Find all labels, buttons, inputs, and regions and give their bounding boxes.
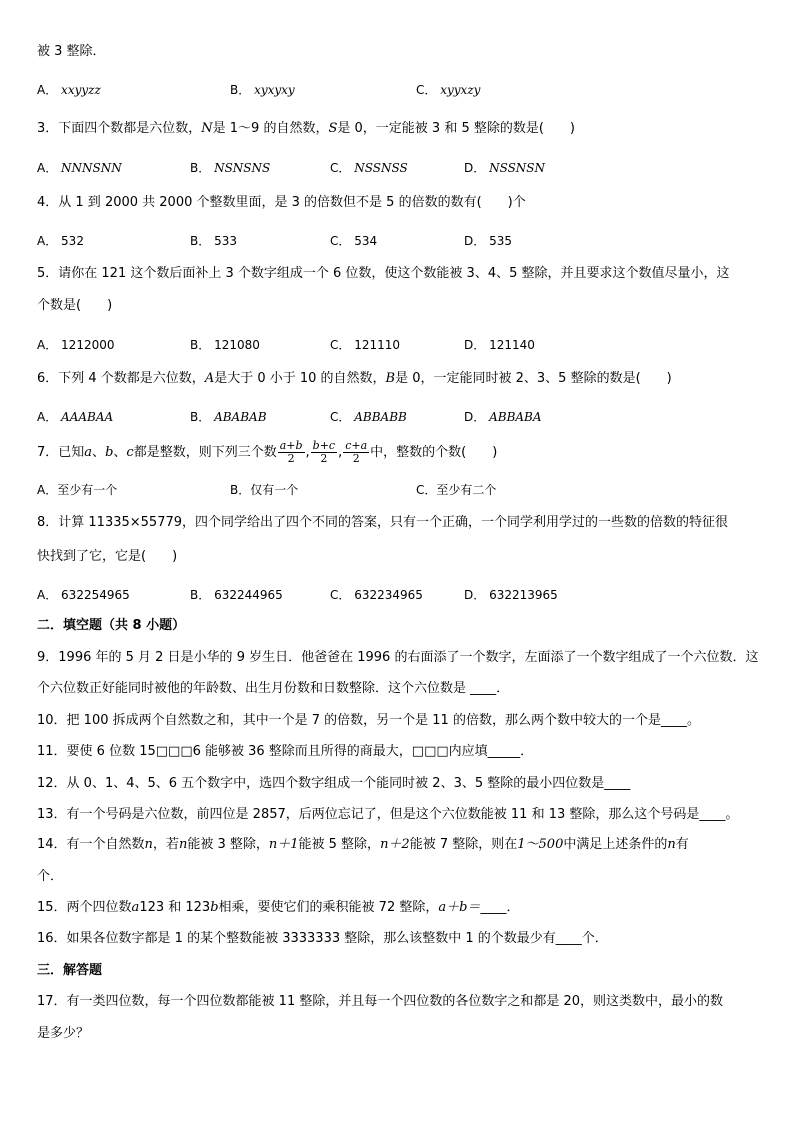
q3-option-a: A． NNNSNN [37,161,122,175]
intro-option-a: A． xxyyzz [37,83,101,97]
fraction-b-plus-c: $\frac{b+c}{2}$ [312,439,336,465]
question-4: 4．从 1 到 2000 共 2000 个整数里面，是 3 的倍数但不是 5 的倍数的数有( )个 [37,195,526,210]
question-12: 12．从 0、1、4、5、6 五个数字中，选四个数字组成一个能同时被 2、3、5 整除的最小四位数是____ [37,776,631,791]
q5-option-d: D． 121140 [464,338,535,352]
question-6: 6．下列 4 个数都是六位数，A是大于 0 小于 10 的自然数，B是 0，一定能同时被 2、3、5 整除的数是( ) [37,371,672,386]
q8-option-a: A． 632254965 [37,588,130,602]
q8-option-c: C． 632234965 [330,588,423,602]
question-17-line-1: 17．有一类四位数，每一个四位数都能被 11 整除，并且每一个四位数的各位数字之和都是 20，则这类数中，最小的数 [37,994,724,1009]
question-15: 15．两个四位数a123 和 123b相乘，要使它们的乘积能被 72 整除，a＋b＝____． [37,900,520,915]
q3-option-c: C． NSSNSS [330,161,408,175]
question-5-line-1: 5．请你在 121 这个数后面补上 3 个数字组成一个 6 位数，使这个数能被 3、4、5 整除，并且要求这个数值尽量小，这 [37,266,730,281]
q6-option-c: C． ABBABB [330,410,407,424]
q4-option-a: A． 532 [37,234,84,248]
fraction-a-plus-b: $\frac{a+b}{2}$ [279,439,303,465]
question-14-line-2: 个． [37,869,64,884]
question-8-line-1: 8．计算 11335×55779，四个同学给出了四个不同的答案，只有一个正确，一个同学利用学过的一些数的倍数的特征很 [37,515,729,530]
q5-option-b: B． 121080 [190,338,260,352]
question-14-line-1: 14．有一个自然数n，若n能被 3 整除，n＋1能被 5 整除，n＋2能被 7 整除，则在1～500中满足上述条件的n有 [37,837,689,852]
section-2-heading: 二．填空题（共 8 小题） [37,618,186,633]
q4-option-c: C． 534 [330,234,378,248]
q5-option-c: C． 121110 [330,338,401,352]
question-17-line-2: 是多少？ [37,1026,90,1041]
question-7: 7．已知a、b、c都是整数，则下列三个数 $\frac{a+b}{2}$ , $\frac{b+c}{2}$ , $\frac{c+a}{2}$ 中，整数的个数( ) [37,439,498,465]
question-16: 16．如果各位数字都是 1 的某个整数能被 3333333 整除，那么该整数中 1 的个数最少有____个． [37,931,608,946]
q7-option-c: C．至少有二个 [416,483,497,497]
q6-option-a: A． AAABAA [37,410,114,424]
q6-option-d: D． ABBABA [464,410,542,424]
section-3-heading: 三．解答题 [37,963,103,978]
q7-option-b: B．仅有一个 [230,483,299,497]
question-8-line-2: 快找到了它，它是( ) [37,549,178,564]
fraction-c-plus-a: $\frac{c+a}{2}$ [345,439,368,465]
q8-option-b: B． 632244965 [190,588,283,602]
q6-option-b: B． ABABAB [190,410,267,424]
question-11: 11．要使 6 位数 15□□□6 能够被 36 整除而且所得的商最大，□□□内应填_____． [37,744,534,759]
question-10: 10．把 100 拆成两个自然数之和，其中一个是 7 的倍数，另一个是 11 的倍数，那么两个数中较大的一个是____。 [37,713,700,728]
q4-option-d: D． 535 [464,234,512,248]
q8-option-d: D． 632213965 [464,588,558,602]
q4-option-b: B． 533 [190,234,237,248]
intro-line: 被 3 整除． [37,44,106,59]
question-13: 13．有一个号码是六位数，前四位是 2857，后两位忘记了，但是这个六位数能被 11 和 13 整除，那么这个号码是____。 [37,807,739,822]
q3-option-d: D． NSSNSN [464,161,546,175]
q7-option-a: A．至少有一个 [37,483,118,497]
question-3: 3．下面四个数都是六位数，N是 1～9 的自然数，S是 0，一定能被 3 和 5 整除的数是( ) [37,121,575,136]
question-9-line-2: 个六位数正好能同时被他的年龄数、出生月份数和日数整除．这个六位数是 ____． [37,681,510,696]
intro-option-b: B． xyxyxy [230,83,295,97]
q3-option-b: B． NSNSNS [190,161,271,175]
intro-option-c: C． xyyxzy [416,83,481,97]
question-9-line-1: 9．1996 年的 5 月 2 日是小华的 9 岁生日．他爸爸在 1996 的右面添了一个数字，左面添了一个数字组成了一个六位数．这 [37,650,759,665]
q5-option-a: A． 1212000 [37,338,115,352]
question-5-line-2: 个数是( ) [37,298,113,313]
